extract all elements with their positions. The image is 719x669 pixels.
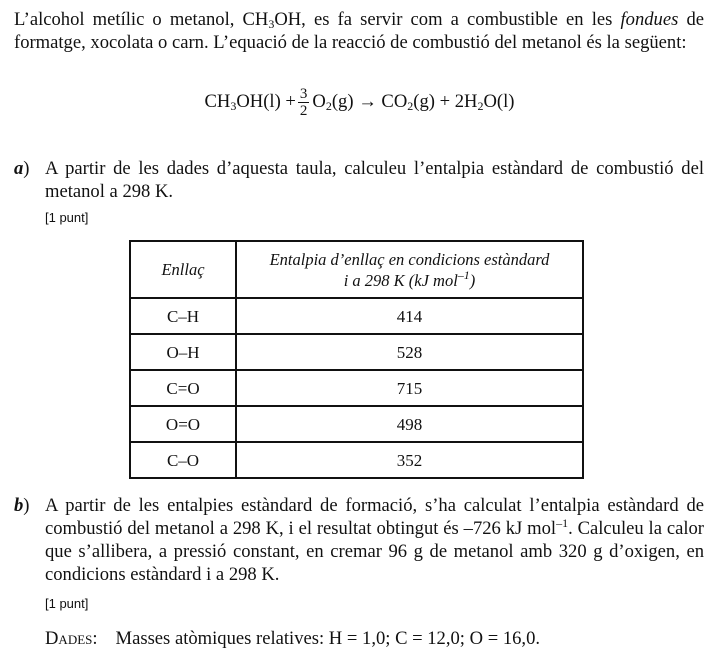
bond-cell: O–H xyxy=(130,334,236,370)
bond-enthalpy-table xyxy=(129,240,584,479)
question-b-text-b: . Calculeu la calor que s’allibera, a pressió constant, en cremar 96 g de metanol amb 320 g d’oxigen, en condicions estàndard i a 298 K. xyxy=(45,518,704,585)
header-enthalpy xyxy=(236,241,583,298)
enthalpy-cell: 414 xyxy=(236,298,583,334)
table-row xyxy=(130,334,583,370)
intro-text-1: L’alcohol metílic o metanol, CH xyxy=(14,9,269,30)
header-enthalpy-close: ) xyxy=(469,270,476,290)
table-row xyxy=(130,370,583,406)
question-b-text xyxy=(45,494,704,586)
question-b xyxy=(14,494,704,586)
eq-term-5: (g) + 2H xyxy=(413,90,478,112)
question-a-label xyxy=(14,157,30,180)
eq-term-3: O xyxy=(312,90,326,112)
eq-sub-1: 3 xyxy=(230,98,237,113)
eq-fraction xyxy=(298,86,310,119)
bond-cell: O=O xyxy=(130,406,236,442)
table-row xyxy=(130,406,583,442)
eq-sub-5: 2 xyxy=(477,98,484,113)
header-bond: Enllaç xyxy=(130,241,236,298)
intro-paragraph xyxy=(14,8,704,54)
intro-subscript: 3 xyxy=(268,17,275,31)
question-a-text: A partir de les dades d’aquesta taula, calculeu l’entalpia estàndard de combustió del metanol a 298 K. xyxy=(45,158,704,202)
question-b-paren: ) xyxy=(23,495,30,516)
bond-cell: C–O xyxy=(130,442,236,478)
combustion-equation xyxy=(0,86,719,119)
eq-sub-4: 2 xyxy=(407,98,414,113)
data-text: Masses atòmiques relatives: H = 1,0; C = 12,0; O = 16,0. xyxy=(115,628,541,649)
question-b-letter: b xyxy=(14,495,24,516)
question-a-points: [1 punt] xyxy=(45,210,89,225)
enthalpy-cell: 498 xyxy=(236,406,583,442)
enthalpy-cell: 352 xyxy=(236,442,583,478)
table-row xyxy=(130,442,583,478)
table-header-row xyxy=(130,241,583,298)
enthalpy-cell: 715 xyxy=(236,370,583,406)
eq-term-1: CH xyxy=(204,90,231,112)
question-b-sup: –1 xyxy=(556,516,569,530)
enthalpy-cell: 528 xyxy=(236,334,583,370)
eq-fraction-numerator: 3 xyxy=(299,86,308,102)
header-enthalpy-sup: –1 xyxy=(457,267,470,282)
eq-term-6: O(l) xyxy=(483,90,515,112)
data-label: Dades: xyxy=(45,628,98,649)
question-a-letter: a xyxy=(14,158,24,179)
intro-text-3: de formatge, xocolata o carn. L’equació de la reacció de combustió del metanol és la següent: xyxy=(14,9,705,53)
eq-term-4: (g) → CO xyxy=(331,90,408,112)
bond-cell: C=O xyxy=(130,370,236,406)
eq-sub-3: 2 xyxy=(325,98,332,113)
header-enthalpy-line1: Entalpia d’enllaç en condicions estàndard xyxy=(269,249,550,269)
eq-term-2: OH(l) + xyxy=(236,90,296,112)
question-a xyxy=(14,157,704,203)
question-b-points: [1 punt] xyxy=(45,596,89,611)
header-enthalpy-line2: i a 298 K (kJ mol xyxy=(343,270,458,290)
intro-italic-word: fondues xyxy=(620,9,679,30)
data-line xyxy=(45,627,540,650)
bond-cell: C–H xyxy=(130,298,236,334)
eq-fraction-denominator: 2 xyxy=(299,103,308,119)
question-b-label xyxy=(14,494,30,517)
question-b-text-a: A partir de les entalpies estàndard de formació, s’ha calculat l’entalpia estàndard de combustió del metanol a 298 K, i el resultat obtingut és –726 kJ mol xyxy=(45,495,704,539)
question-a-paren: ) xyxy=(23,158,30,179)
intro-text-2: OH, es fa servir com a combustible en les xyxy=(274,9,621,30)
table-row xyxy=(130,298,583,334)
